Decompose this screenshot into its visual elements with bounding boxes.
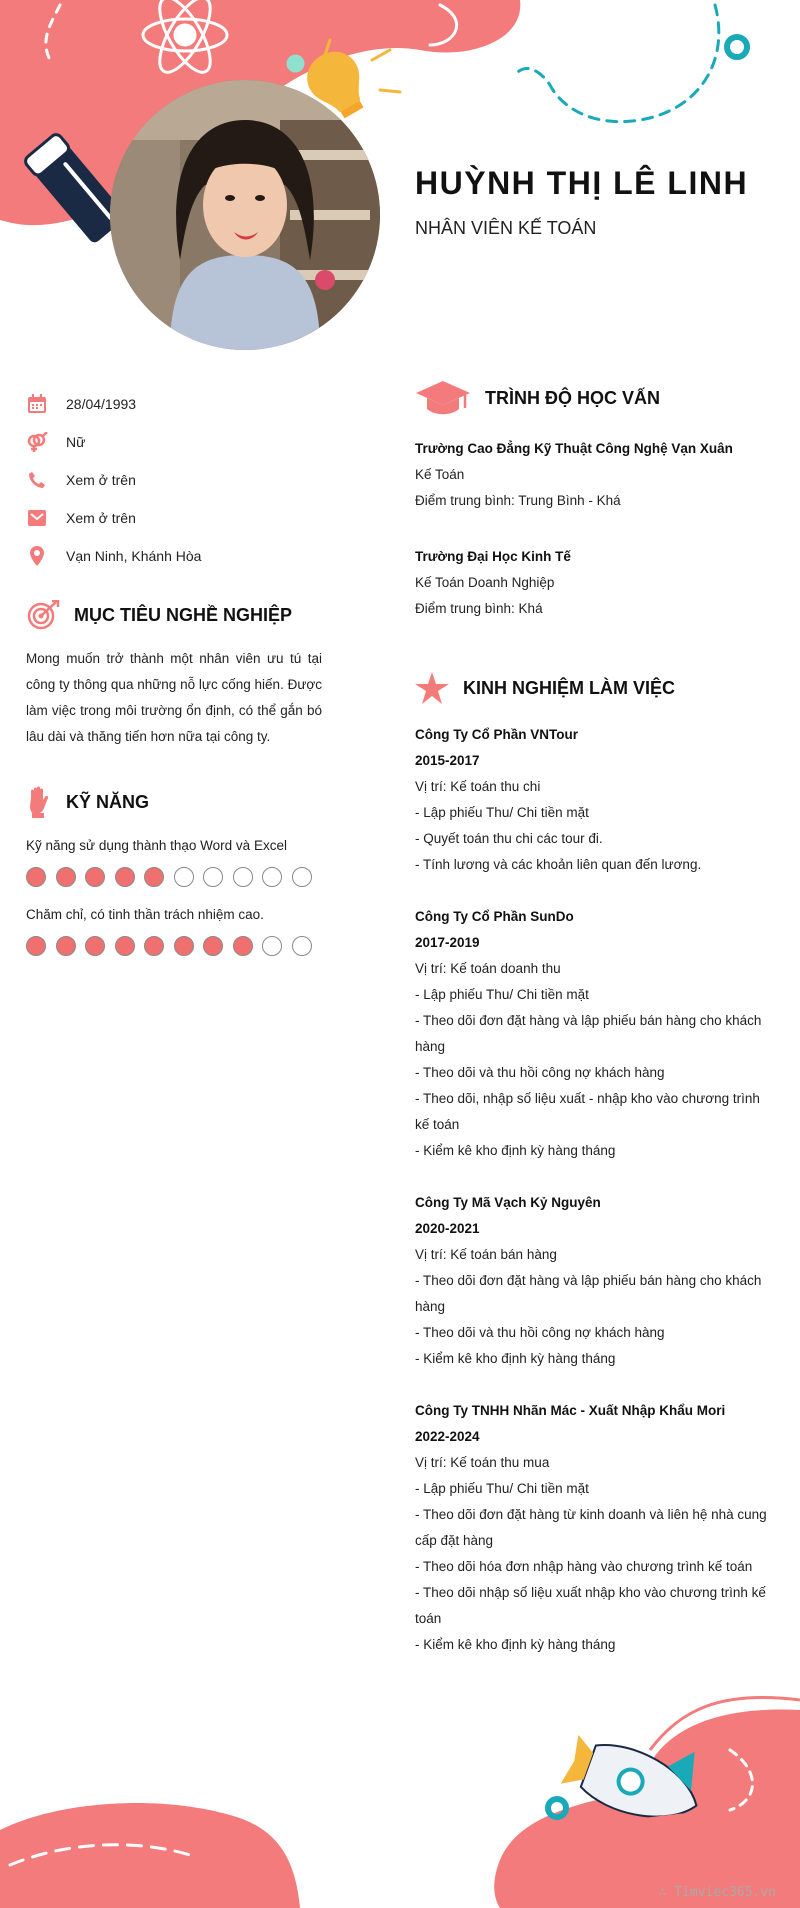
- info-phone: [26, 461, 326, 499]
- duty: - Theo dõi hóa đơn nhập hàng vào chương trình kế toán: [415, 1559, 753, 1574]
- candidate-name: HUỲNH THỊ LÊ LINH: [415, 165, 749, 201]
- rating-dot-filled: [233, 936, 253, 956]
- experience-item: [415, 722, 775, 878]
- skill-item: [26, 907, 322, 956]
- rating-dot-empty: [292, 936, 312, 956]
- school-name: Trường Đại Học Kinh Tế: [415, 549, 571, 564]
- skills-heading: [26, 786, 322, 818]
- major: Kế Toán Doanh Nghiệp: [415, 575, 555, 590]
- duty: - Theo dõi đơn đặt hàng và lập phiếu bán hàng cho khách hàng: [415, 1273, 762, 1314]
- skills-heading-text: KỸ NĂNG: [66, 791, 150, 812]
- info-email: [26, 499, 326, 537]
- info-text: Xem ở trên: [66, 472, 136, 488]
- duty: - Kiểm kê kho định kỳ hàng tháng: [415, 1637, 616, 1652]
- info-location: [26, 537, 326, 575]
- education-section: [415, 378, 775, 652]
- rating-dot-filled: [174, 936, 194, 956]
- duty: - Quyết toán thu chi các tour đi.: [415, 831, 603, 846]
- gender-icon: [26, 431, 48, 453]
- calendar-icon: [26, 393, 48, 415]
- major: Kế Toán: [415, 467, 465, 482]
- company-name: Công Ty TNHH Nhãn Mác - Xuất Nhập Khẩu Mori: [415, 1403, 726, 1418]
- rating-dot-filled: [203, 936, 223, 956]
- position: Vị trí: Kế toán thu chi: [415, 779, 541, 794]
- duty: - Kiểm kê kho định kỳ hàng tháng: [415, 1143, 616, 1158]
- experience-section: [415, 672, 775, 1684]
- rating-dot-filled: [85, 867, 105, 887]
- gpa: Điểm trung bình: Trung Bình - Khá: [415, 493, 621, 508]
- duty: - Theo dõi và thu hồi công nợ khách hàng: [415, 1065, 665, 1080]
- rating-dot-empty: [233, 867, 253, 887]
- skill-item: [26, 838, 322, 887]
- rating-dot-filled: [85, 936, 105, 956]
- objective-heading: [26, 600, 322, 630]
- rating-dot-empty: [262, 936, 282, 956]
- objective-text: Mong muốn trở thành một nhân viên ưu tú tại công ty thông qua những nỗ lực cống hiến. Được làm việc trong môi trường ổn định, có thể gắn bó lâu dài và thăng tiến hơn nữa tại công ty.: [26, 651, 322, 744]
- info-text: Nữ: [66, 434, 86, 450]
- avatar: [110, 80, 380, 350]
- rating-dot-filled: [115, 936, 135, 956]
- duty: - Theo dõi nhập số liệu xuất nhập kho vào chương trình kế toán: [415, 1585, 766, 1626]
- duty: - Lập phiếu Thu/ Chi tiền mặt: [415, 987, 589, 1002]
- duty: - Tính lương và các khoản liên quan đến lương.: [415, 857, 702, 872]
- education-item: [415, 544, 775, 622]
- rating-dot-filled: [26, 867, 46, 887]
- objective-heading-text: MỤC TIÊU NGHỀ NGHIỆP: [74, 604, 293, 625]
- rating-dot-filled: [26, 936, 46, 956]
- school-name: Trường Cao Đẳng Kỹ Thuật Công Nghệ Vạn Xuân: [415, 441, 733, 456]
- info-text: 28/04/1993: [66, 396, 137, 412]
- company-name: Công Ty Cổ Phần VNTour: [415, 727, 578, 742]
- skill-rating: [26, 867, 322, 887]
- duty: - Theo dõi và thu hồi công nợ khách hàng: [415, 1325, 665, 1340]
- rating-dot-filled: [56, 867, 76, 887]
- position: Vị trí: Kế toán thu mua: [415, 1455, 550, 1470]
- rating-dot-empty: [203, 867, 223, 887]
- info-birthdate: [26, 385, 326, 423]
- experience-item: [415, 1398, 775, 1658]
- rating-dot-empty: [174, 867, 194, 887]
- rating-dot-empty: [292, 867, 312, 887]
- mail-icon: [26, 507, 48, 529]
- experience-list: [415, 722, 775, 1658]
- duty: - Lập phiếu Thu/ Chi tiền mặt: [415, 1481, 589, 1496]
- job-title: NHÂN VIÊN KẾ TOÁN: [415, 218, 597, 238]
- experience-item: [415, 1190, 775, 1372]
- location-icon: [26, 545, 48, 567]
- personal-info-list: [26, 385, 326, 575]
- experience-heading: [415, 672, 775, 704]
- info-gender: [26, 423, 326, 461]
- info-text: Xem ở trên: [66, 510, 136, 526]
- rating-dot-empty: [262, 867, 282, 887]
- gpa: Điểm trung bình: Khá: [415, 601, 543, 616]
- position: Vị trí: Kế toán doanh thu: [415, 961, 561, 976]
- skill-rating: [26, 936, 322, 956]
- duty: - Theo dõi đơn đặt hàng và lập phiếu bán hàng cho khách hàng: [415, 1013, 762, 1054]
- star-icon: [415, 672, 449, 704]
- watermark: ∴ Timviec365.vn: [658, 1885, 776, 1900]
- experience-item: [415, 904, 775, 1164]
- phone-icon: [26, 469, 48, 491]
- company-name: Công Ty Mã Vạch Kỷ Nguyên: [415, 1195, 601, 1210]
- skill-text: Chăm chỉ, có tinh thần trách nhiệm cao.: [26, 907, 264, 922]
- skills-section: [26, 786, 322, 976]
- graduation-cap-icon: [415, 378, 471, 418]
- info-text: Vạn Ninh, Khánh Hòa: [66, 548, 202, 564]
- skill-text: Kỹ năng sử dụng thành thạo Word và Excel: [26, 838, 287, 853]
- rating-dot-filled: [56, 936, 76, 956]
- rating-dot-filled: [144, 867, 164, 887]
- duty: - Kiểm kê kho định kỳ hàng tháng: [415, 1351, 616, 1366]
- objective-section: [26, 600, 322, 750]
- duty: - Theo dõi đơn đặt hàng từ kinh doanh và liên hệ nhà cung cấp đặt hàng: [415, 1507, 767, 1548]
- education-list: [415, 436, 775, 622]
- company-name: Công Ty Cổ Phần SunDo: [415, 909, 574, 924]
- experience-heading-text: KINH NGHIỆM LÀM VIỆC: [463, 677, 676, 698]
- work-period: 2020-2021: [415, 1221, 480, 1236]
- work-period: 2017-2019: [415, 935, 480, 950]
- hand-icon: [26, 786, 52, 818]
- duty: - Theo dõi, nhập số liệu xuất - nhập kho vào chương trình kế toán: [415, 1091, 760, 1132]
- position: Vị trí: Kế toán bán hàng: [415, 1247, 557, 1262]
- skills-list: [26, 838, 322, 956]
- rating-dot-filled: [115, 867, 135, 887]
- rating-dot-filled: [144, 936, 164, 956]
- footer-decoration: [0, 1690, 800, 1908]
- education-item: [415, 436, 775, 514]
- duty: - Lập phiếu Thu/ Chi tiền mặt: [415, 805, 589, 820]
- work-period: 2015-2017: [415, 753, 480, 768]
- education-heading: [415, 378, 775, 418]
- work-period: 2022-2024: [415, 1429, 480, 1444]
- education-heading-text: TRÌNH ĐỘ HỌC VẤN: [485, 387, 660, 408]
- target-icon: [26, 600, 60, 630]
- watermark-text: Timviec365.vn: [674, 1885, 776, 1900]
